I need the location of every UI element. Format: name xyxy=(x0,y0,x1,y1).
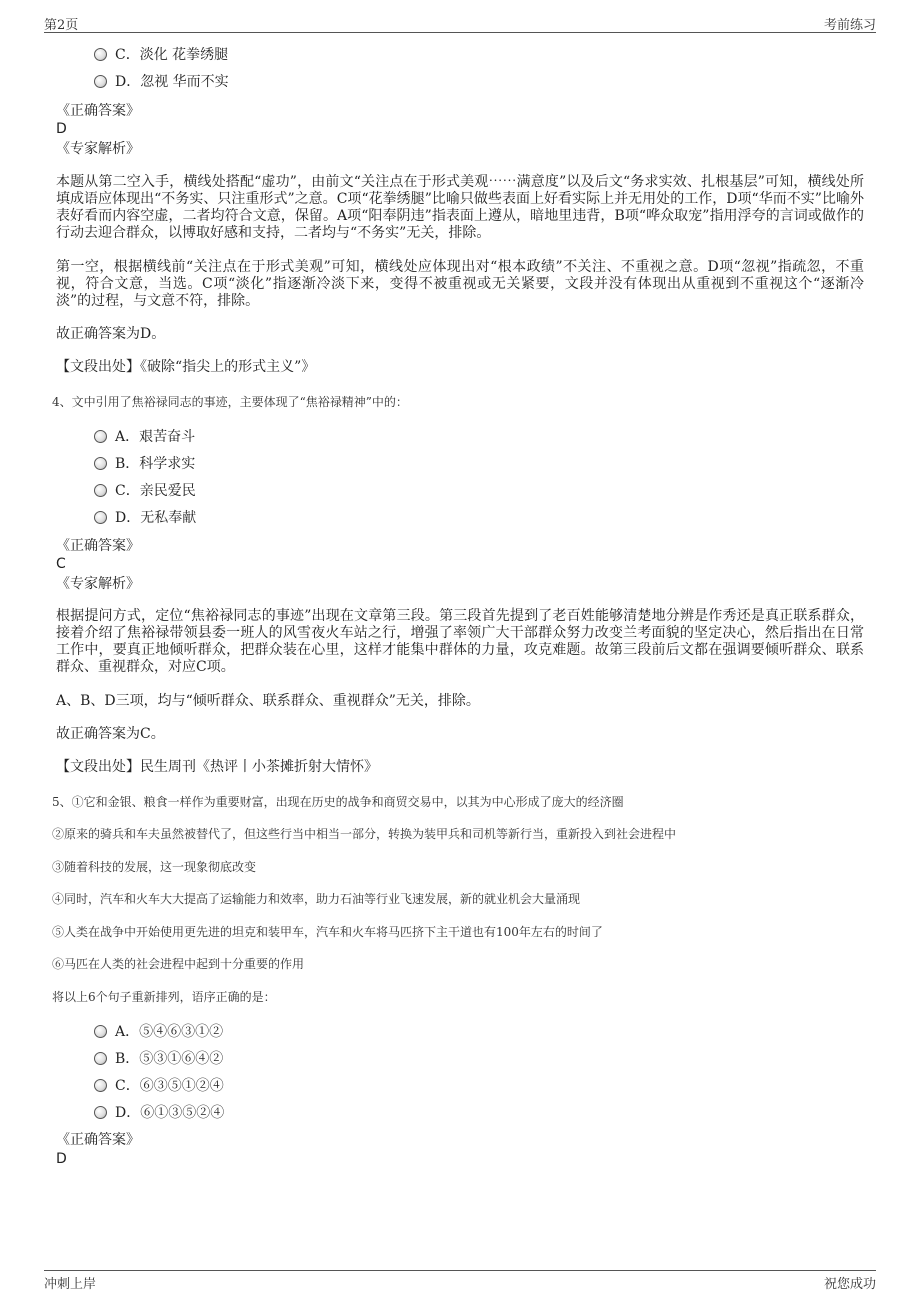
answer-label: 《正确答案》 xyxy=(56,1132,140,1148)
option-b[interactable]: B．科学求实 xyxy=(94,454,195,474)
sentence-1: 5、①它和金银、粮食一样作为重要财富，出现在历史的战争和商贸交易中，以其为中心形成了庞大的经济圈 xyxy=(52,795,624,809)
question-text: 将以上6个句子重新排列，语序正确的是： xyxy=(52,990,276,1004)
header-title: 考前练习 xyxy=(823,18,876,33)
page-header xyxy=(44,12,876,33)
answer-value: D xyxy=(56,1151,67,1167)
answer-label: 《正确答案》 xyxy=(56,103,140,119)
radio-icon[interactable] xyxy=(94,1025,107,1038)
radio-icon[interactable] xyxy=(94,1052,107,1065)
analysis-paragraph: 本题从第二空入手，横线处搭配“虚功”，由前文“关注点在于形式美观⋯⋯满意度”以及后文“务求实效、扎根基层”可知，横线处所填成语应体现出“不务实、只注重形式”之意。C项“花拳绣腿”比喻只做些表面上好看实际上并无用处的工作，D项“华而不实”比喻外表好看而内容空虚，二者均符合文意，保留。A项“阳奉阴违”指表面上遵从，暗地里违背，B项“哗众取宠”指用浮夸的言词或做作的行动去迎合群众，以博取好感和支持，二者均与“不务实”无关，排除。 xyxy=(56,174,864,241)
radio-icon[interactable] xyxy=(94,75,107,88)
sentence-2: ②原来的骑兵和车夫虽然被替代了，但这些行当中相当一部分，转换为装甲兵和司机等新行当，重新投入到社会进程中 xyxy=(52,827,677,841)
footer-left-text: 冲刺上岸 xyxy=(44,1277,97,1292)
option-d[interactable]: D．⑥①③⑤②④ xyxy=(94,1103,224,1123)
option-c[interactable]: C．淡化 花拳绣腿 xyxy=(94,45,228,65)
analysis-label: 《专家解析》 xyxy=(56,576,140,592)
answer-value: C xyxy=(56,556,66,572)
radio-icon[interactable] xyxy=(94,511,107,524)
radio-icon[interactable] xyxy=(94,1079,107,1092)
question-text: 4、文中引用了焦裕禄同志的事迹，主要体现了“焦裕禄精神”中的： xyxy=(52,395,408,409)
footer-right-text: 祝您成功 xyxy=(823,1277,876,1292)
option-d[interactable]: D．无私奉献 xyxy=(94,508,196,528)
sentence-3: ③随着科技的发展，这一现象彻底改变 xyxy=(52,860,257,874)
option-c[interactable]: C．⑥③⑤①②④ xyxy=(94,1076,224,1096)
conclusion: 故正确答案为C。 xyxy=(56,726,165,742)
analysis-label: 《专家解析》 xyxy=(56,141,140,157)
radio-icon[interactable] xyxy=(94,1106,107,1119)
option-c[interactable]: C．亲民爱民 xyxy=(94,481,196,501)
option-b[interactable]: B．⑤③①⑥④② xyxy=(94,1049,223,1069)
sentence-6: ⑥马匹在人类的社会进程中起到十分重要的作用 xyxy=(52,957,305,971)
analysis-paragraph: A、B、D三项，均与“倾听群众、联系群众、重视群众”无关，排除。 xyxy=(56,693,480,709)
sentence-4: ④同时，汽车和火车大大提高了运输能力和效率，助力石油等行业飞速发展，新的就业机会大量涌现 xyxy=(52,892,581,906)
sentence-5: ⑤人类在战争中开始使用更先进的坦克和装甲车，汽车和火车将马匹挤下主干道也有100年左右的时间了 xyxy=(52,925,603,939)
source: 【文段出处】《破除“指尖上的形式主义”》 xyxy=(56,359,316,375)
page-number: 第2页 xyxy=(44,18,79,33)
page-footer xyxy=(44,1270,876,1295)
radio-icon[interactable] xyxy=(94,430,107,443)
analysis-paragraph: 根据提问方式，定位“焦裕禄同志的事迹”出现在文章第三段。第三段首先提到了老百姓能够清楚地分辨是作秀还是真正联系群众，接着介绍了焦裕禄带领县委一班人的风雪夜火车站之行，增强了率领广大干部群众努力改变兰考面貌的坚定决心，然后指出在日常工作中，要真正地倾听群众，把群众装在心里，这样才能集中群体的力量，攻克难题。故第三段前后文都在强调要倾听群众、联系群众、重视群众，对应C项。 xyxy=(56,608,864,675)
option-a[interactable]: A．艰苦奋斗 xyxy=(94,427,195,447)
option-a[interactable]: A．⑤④⑥③①② xyxy=(94,1022,223,1042)
radio-icon[interactable] xyxy=(94,484,107,497)
analysis-paragraph: 第一空，根据横线前“关注点在于形式美观”可知，横线处应体现出对“根本政绩”不关注、不重视之意。D项“忽视”指疏忽，不重视，符合文意，当选。C项“淡化”指逐渐冷淡下来，变得不被重视或无关紧要，文段并没有体现出从重视到不重视这个“逐渐冷淡”的过程，与文意不符，排除。 xyxy=(56,259,864,309)
radio-icon[interactable] xyxy=(94,48,107,61)
source: 【文段出处】民生周刊《热评丨小茶摊折射大情怀》 xyxy=(56,759,378,775)
answer-label: 《正确答案》 xyxy=(56,538,140,554)
conclusion: 故正确答案为D。 xyxy=(56,326,166,342)
option-d[interactable]: D．忽视 华而不实 xyxy=(94,72,229,92)
answer-value: D xyxy=(56,121,67,137)
radio-icon[interactable] xyxy=(94,457,107,470)
